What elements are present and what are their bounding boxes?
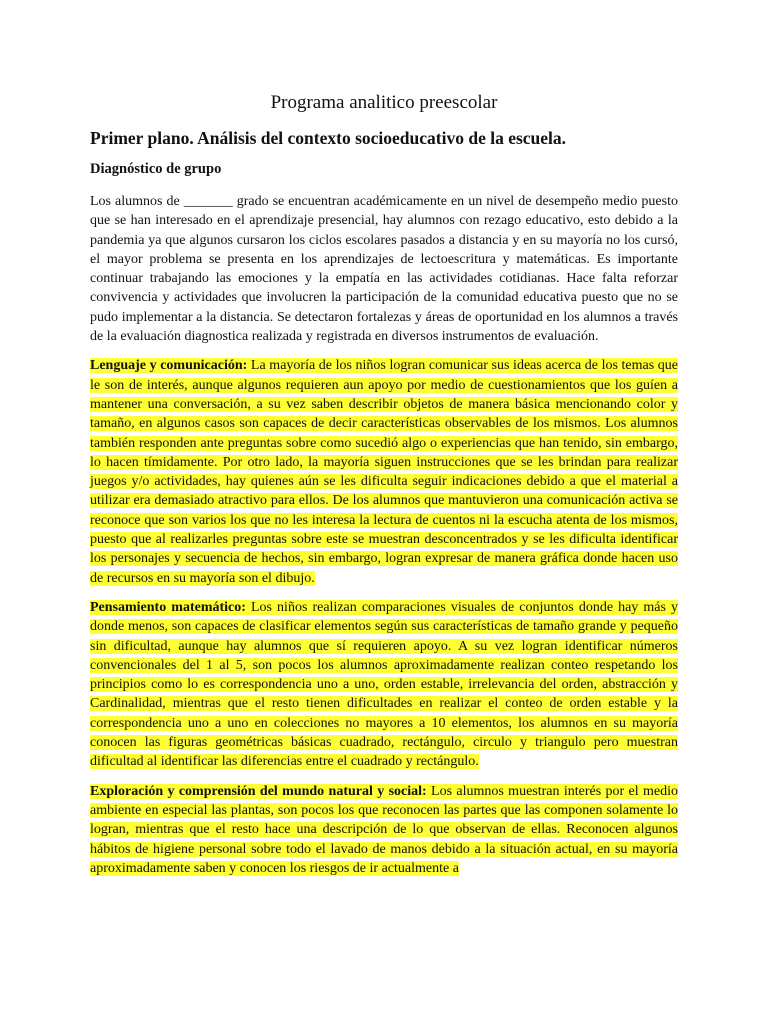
intro-paragraph: Los alumnos de _______ grado se encuentran académicamente en un nivel de desempeño medio puesto que se han interesado en el aprendizaje presencial, hay alumnos con rezago educativo, esto debido a la pandemia ya que algunos cursaron los ciclos escolares pasados a distancia y en su mayoría no los cursó, el mayor problema se presenta en los aprendizajes de lectoescritura y matemáticas. Es importante continuar trabajando las emociones y la empatía en las actividades cotidianas. Hace falta reforzar convivencia y actividades que involucren la participación de la comunidad educativa puesto que no se pudo implementar a la distancia. Se detectaron fortalezas y áreas de oportunidad en los alumnos a través de la evaluación diagnostica realizada y registrada en diversos instrumentos de evaluación. [90,194,678,345]
highlighted-text [90,784,678,876]
area-label: Exploración y comprensión del mundo natural y social: [90,783,427,799]
highlighted-text [90,600,678,769]
area-label: Pensamiento matemático: [90,599,246,615]
area-text: Los niños realizan comparaciones visuales de conjuntos donde hay más y donde menos, son capaces de clasificar elementos según sus características de tamaño grande y pequeño sin dificultad, aunque hay alumnos que sí requieren apoyo. A su vez logran identificar números convencionales del 1 al 5, son pocos los alumnos aproximadamente realizan conteo respetando los principios como lo es correspondencia uno a uno, orden estable, irrelevancia del orden, abstracción y Cardinalidad, mientras que el resto tienen dificultades en realizar el conteo de orden estable y la correspondencia uno a uno en colecciones no mayores a 10 elementos, los alumnos en su mayoría conocen las figuras geométricas básicas cuadrado, rectángulo, circulo y triangulo pero muestran dificultad al identificar las diferencias entre el cuadrado y rectángulo. [90,599,678,770]
section-heading: Primer plano. Análisis del contexto socioeducativo de la escuela. [90,128,567,148]
area-text: Los alumnos muestran interés por el medio ambiente en especial las plantas, son pocos los que reconocen las partes que las componen solamente lo logran, mientras que el resto hace una descripción de lo que observan de ellas. Reconocen algunos hábitos de higiene personal sobre todo el lavado de manos debido a la situación actual, en su mayoría aproximadamente saben y conocen los riesgos de ir actualmente a [90,783,678,876]
area-paragraph-exploration [90,782,678,878]
document-title: Programa analitico preescolar [270,92,498,113]
area-label: Lenguaje y comunicación: [90,358,248,374]
area-paragraph-math [90,598,678,772]
highlighted-text [90,358,678,585]
area-paragraph-language [90,356,678,588]
area-text: La mayoría de los niños logran comunicar sus ideas acerca de los temas que le son de interés, aunque algunos requieren aun apoyo por medio de cuestionamientos que los guíen a mantener una conversación, a su vez saben describir objetos de manera básica mencionando color y tamaño, en algunos casos son capaces de decir características observables de los mismos. Los alumnos también responden ante preguntas sobre como sucedió algo o experiencias que han tenido, sin embargo, lo hacen tímidamente. Por otro lado, la mayoría siguen instrucciones que se les brindan para realizar juegos y/o actividades, hay quienes aún se les dificulta seguir indicaciones debido a que el material a utilizar era demasiado atractivo para ellos. De los alumnos que mantuvieron una comunicación activa se reconoce que son varios los que no les interesa la lectura de cuentos ni la escucha atenta de los mismos, puesto que al realizarles preguntas sobre este se muestran desconcentrados y se les dificulta identificar los personajes y secuencia de hechos, sin embargo, logran expresar de manera gráfica donde hacen uso de recursos en su mayoría son el dibujo. [90,358,679,586]
sub-heading: Diagnóstico de grupo [90,161,222,177]
